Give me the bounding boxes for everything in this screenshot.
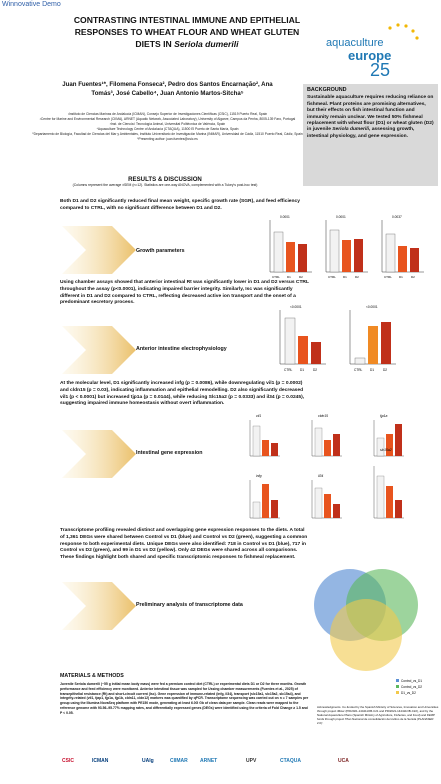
arrow-shape — [62, 430, 136, 478]
logo-stars-icon — [388, 23, 418, 39]
venn-legend — [396, 679, 422, 695]
growth-3-annotation: 0.0037 — [392, 215, 402, 219]
logo-ualg: UAlg — [142, 758, 154, 764]
electro-isc-x-d2: D2 — [383, 368, 388, 372]
logo-icman: ICMAN — [92, 758, 109, 764]
growth-chart-2 — [326, 215, 368, 279]
growth-2-bar-ctrl — [330, 230, 339, 272]
gene-il34-title: il34 — [318, 474, 324, 478]
background-box — [303, 84, 438, 186]
watermark: Winnovative Demo — [2, 1, 61, 8]
venn-diagram — [300, 555, 438, 705]
affiliations — [30, 112, 305, 142]
growth-2-x-ctrl: CTRL — [328, 275, 336, 279]
electro-rt-bar-d2 — [311, 342, 321, 364]
electro-chart-rt — [280, 305, 326, 372]
electro-rt-x-d1: D1 — [300, 368, 305, 372]
venn-legend-1: Control_vs_D1 — [401, 679, 423, 683]
background-text — [307, 95, 434, 140]
gene-charts — [244, 410, 438, 528]
background-text-a: Sustainable aquaculture requires reducing reliance on fishmeal. Plant proteins are promising alternatives, but their effects on fish intestinal function and immunity remain unclear. We tested 50% fishmeal replacement with wheat flour (D1) or wheat gluten (D2) in juvenile — [307, 95, 434, 133]
background-text-b: , assessing growth, intestinal physiology, and gene expression. — [307, 127, 415, 139]
affiliation-1: ¹Instituto de Ciencias Marinas de Andalucía (ICMAN), Consejo Superior de Investigaciones Científicas (CSIC), 11519 Puerto Real, Spain — [67, 112, 268, 116]
arrow-shape — [62, 582, 136, 630]
electro-charts — [270, 300, 420, 378]
title-line-3-prefix: DIETS IN — [135, 39, 172, 50]
poster-title — [52, 14, 322, 51]
authors-line-1: Juan Fuentes¹*, Filomena Fonseca², Pedro dos Santos Encarnação², Ana — [62, 81, 273, 88]
title-line-1: CONTRASTING INTESTINAL IMMUNE AND EPITHELIAL — [73, 15, 301, 25]
logo-arnet: ARNET — [200, 758, 218, 764]
logo-uca: UCA — [338, 758, 349, 764]
growth-2-annotation: 0.0001 — [336, 215, 346, 219]
growth-3-x-d1: D1 — [399, 275, 403, 279]
growth-1-x-d1: D1 — [287, 275, 291, 279]
electro-isc-bar-ctrl — [355, 358, 365, 364]
growth-text: Both D1 and D2 significantly reduced final mean weight, specific growth rate (SGR), and feed efficiency compared to CTRL, with no significant difference between D1 and D2. — [60, 199, 300, 211]
growth-charts — [262, 206, 438, 286]
venn-legend-3: D1_vs_D2 — [401, 691, 416, 695]
authors-line-2: Tomás³, José Cabello⁴, Juan Antonio Martos-Sitcha⁵ — [91, 90, 244, 98]
growth-1-bar-d1 — [286, 242, 295, 272]
electro-text: Using chamber assays showed that anterior intestinal Rt was significantly lower in D1 and D2 versus CTRL throughout the assay (p<0.0001), indicating impaired barrier integrity. Similarly, Isc was significantly different in D1 and D2 compared to CTRL, reflecting decreased active ion transport and the onset of a predominant secretory process. — [60, 280, 309, 306]
gene-slc15a2-title: slc15a2 — [380, 448, 392, 452]
results-subheading: (Columns represent the average ±SEM (n=12). Statistics are one-way ANOVA, complemented with a Tukey's post-hoc test) — [72, 183, 258, 187]
gene-chart-slc15a2 — [374, 448, 404, 518]
arrow-shape — [62, 326, 136, 374]
electro-rt-x-ctrl: CTRL — [284, 368, 293, 372]
electro-isc-annotation: <0.0001 — [366, 305, 378, 309]
affiliation-2: ²Centre for Marine and Environmental Research (CIIMA), ARNET (Aquatic Network, Associated Laboratory), University of Algarve, Campus da Penha, 8005-139 Faro, Portugal — [39, 116, 296, 121]
growth-1-bar-d2 — [298, 244, 307, 272]
growth-3-bar-d2 — [410, 248, 419, 272]
electro-rt-x-d2: D2 — [313, 368, 318, 372]
growth-3-x-ctrl: CTRL — [384, 275, 392, 279]
electro-rt-bar-ctrl — [285, 318, 295, 364]
conference-logo — [318, 20, 436, 78]
title-line-3 — [52, 38, 322, 50]
affiliation-4: ⁴Aquaculture Technology Centre of Andalucía (CTAQUA), 11500 El Puerto de Santa María, Spain — [96, 126, 239, 131]
gene-cldn15-title: cldn15 — [318, 414, 328, 418]
transcriptome-label: Preliminary analysis of transcriptome data — [136, 602, 243, 608]
logo-word-aquaculture: aquaculture — [326, 37, 384, 49]
venn-circle-d1-d2 — [330, 599, 402, 671]
electro-label: Anterior intestine electrophysiology — [136, 346, 227, 352]
gene-text: At the molecular level, D1 significantly increased infg (p = 0.0086), while downregulating vil1 (p = 0.0002) and cldn15 (p = 0.03), indicating inflammation and epithelial remodelling. D2 also significantly decreased vil1 (p < 0.0001) but increased tjp1a (p = 0.0144), while reducing Slc15a2 (p = 0.0333) and il34 (p = 0.0245), suggesting impaired immune homeostasis without overt inflammation. — [60, 381, 305, 407]
acknowledgments: Acknowledgments. Co-funded by the Spanish Ministry of Sciences, Innovation and Universities through project iMAer (PID2021-144411OB-C21 and PID2021-144411OB-C22), and by the National Aquaculture Plans (Spanish Ministry of Agriculture, Fisheries, and Food) and FEMP funds through project 'Plan Nacional de consolidación del cultivo de la Seriola (PLANASER 2.0)'. — [317, 705, 439, 725]
presenting-author-email[interactable]: *Presenting author: juan.fuentes@csic.es — [137, 136, 198, 141]
title-species: Seriola dumerili — [174, 39, 239, 50]
methods-text: Juvenile Seriola dumerili (~55 g initial mean body mass) were fed a premium control diet (CTRL) or experimental diets D1 or D2 for three months. Growth performance and feed efficiency were monitored. Anterior intestinal tissue was sampled for Ussing chamber measurements (Fuentes et al., 2025) of transepithelial resistance (Rt) and short-circuit current (Isc). Gene expression of immune-related (infg, il34), transport (slc15a1, slc15a2, slc15a4), and integrity-related (vil1, tjap1, tjp1a, tjp1b, cldn11, cldn12) markers was quantified by qPCR. Transcriptome sequencing was carried out on n = 7 samples per group using the Illumina NovaSeq platform with PE150 mode, generating at least 6.0G Gb of clean data per sample. Clean reads were mapped to the reference genome with 93.56–95.77% mapping rates, and differentially expressed genes (DEGs) were identified using the criteria of Fold Change ≥ 1.5 and P < 0.05. — [60, 682, 309, 715]
gene-infg-title: infg — [256, 474, 262, 478]
growth-1-bar-ctrl — [274, 232, 283, 272]
gene-tjp1a-title: tjp1a — [380, 414, 388, 418]
gene-chart-il34 — [312, 474, 342, 518]
electro-isc-bar-d1 — [368, 326, 378, 364]
growth-2-x-d2: D2 — [355, 275, 359, 279]
electro-rt-annotation: <0.0001 — [290, 305, 302, 309]
gene-chart-vil1 — [250, 414, 280, 456]
venn-legend-2: Control_vs_D2 — [401, 685, 423, 689]
results-heading: RESULTS & DISCUSSION — [128, 176, 202, 183]
growth-3-x-d2: D2 — [411, 275, 415, 279]
growth-1-x-d2: D2 — [299, 275, 303, 279]
authors — [30, 80, 305, 98]
gene-vil1-title: vil1 — [256, 414, 262, 418]
growth-2-x-d1: D1 — [343, 275, 347, 279]
methods-heading: MATERIALS & METHODS — [60, 673, 124, 679]
logo-year: 25 — [370, 60, 391, 78]
footer-logos — [0, 748, 441, 784]
gene-label: Intestinal gene expression — [136, 450, 203, 456]
electro-isc-x-d1: D1 — [370, 368, 375, 372]
background-species: Seriola dumerili — [332, 127, 369, 133]
affiliation-5: ⁵Departamento de Biología, Facultad de Ciencias del Mar y Ambientales, Instituto Universitario de Investigación Marina (INMAR), Universidad de Cádiz, 11510 Puerto Real, Cádiz, Spain — [32, 131, 303, 136]
growth-2-bar-d1 — [342, 240, 351, 272]
affiliation-3: ³Inst. de Ciencia i Tecnología Animal, Universitat Politècnica de València, Spain — [109, 121, 226, 126]
growth-3-bar-d1 — [398, 246, 407, 272]
electro-isc-x-ctrl: CTRL — [354, 368, 363, 372]
growth-chart-1 — [270, 215, 312, 279]
transcriptome-text: Transcriptome profiling revealed distinct and overlapping gene expression responses to the diets. A total of 1,361 DEGs were shared between Control vs D1 (blue) and Control vs D2 (green), suggesting a common response to both experimental diets. Unique DEGs were also identified: 718 in Control vs D1 (blue), 717 in Control vs D2 (green), and 99 in D1 vs D2 (yellow). Only 42 DEGs were shared across all comparisons. These findings highlight both shared and specific transcriptomic responses to fishmeal replacement. — [60, 528, 308, 561]
arrow-shape — [62, 226, 136, 274]
electro-isc-bar-d2 — [381, 322, 391, 364]
logo-csic: CSIC — [62, 758, 74, 764]
growth-label: Growth parameters — [136, 248, 185, 254]
logo-ciimar: CIIMAR — [170, 758, 188, 764]
logo-ctaqua: CTAQUA — [280, 758, 302, 764]
electro-chart-isc — [350, 305, 396, 372]
growth-1-annotation: 0.0001 — [280, 215, 290, 219]
growth-chart-3 — [382, 215, 424, 279]
logo-upv: UPV — [246, 758, 257, 764]
title-line-2: RESPONSES TO WHEAT FLOUR AND WHEAT GLUTEN — [74, 27, 300, 38]
electro-rt-bar-d1 — [298, 336, 308, 364]
growth-2-bar-d2 — [354, 239, 363, 272]
logo-word-europe: europe — [348, 48, 392, 63]
growth-3-bar-ctrl — [386, 234, 395, 272]
growth-1-x-ctrl: CTRL — [272, 275, 280, 279]
background-heading: BACKGROUND — [307, 87, 347, 93]
gene-chart-cldn15 — [312, 414, 342, 456]
conference-logo-graphic — [318, 20, 436, 78]
gene-chart-infg — [250, 474, 280, 518]
